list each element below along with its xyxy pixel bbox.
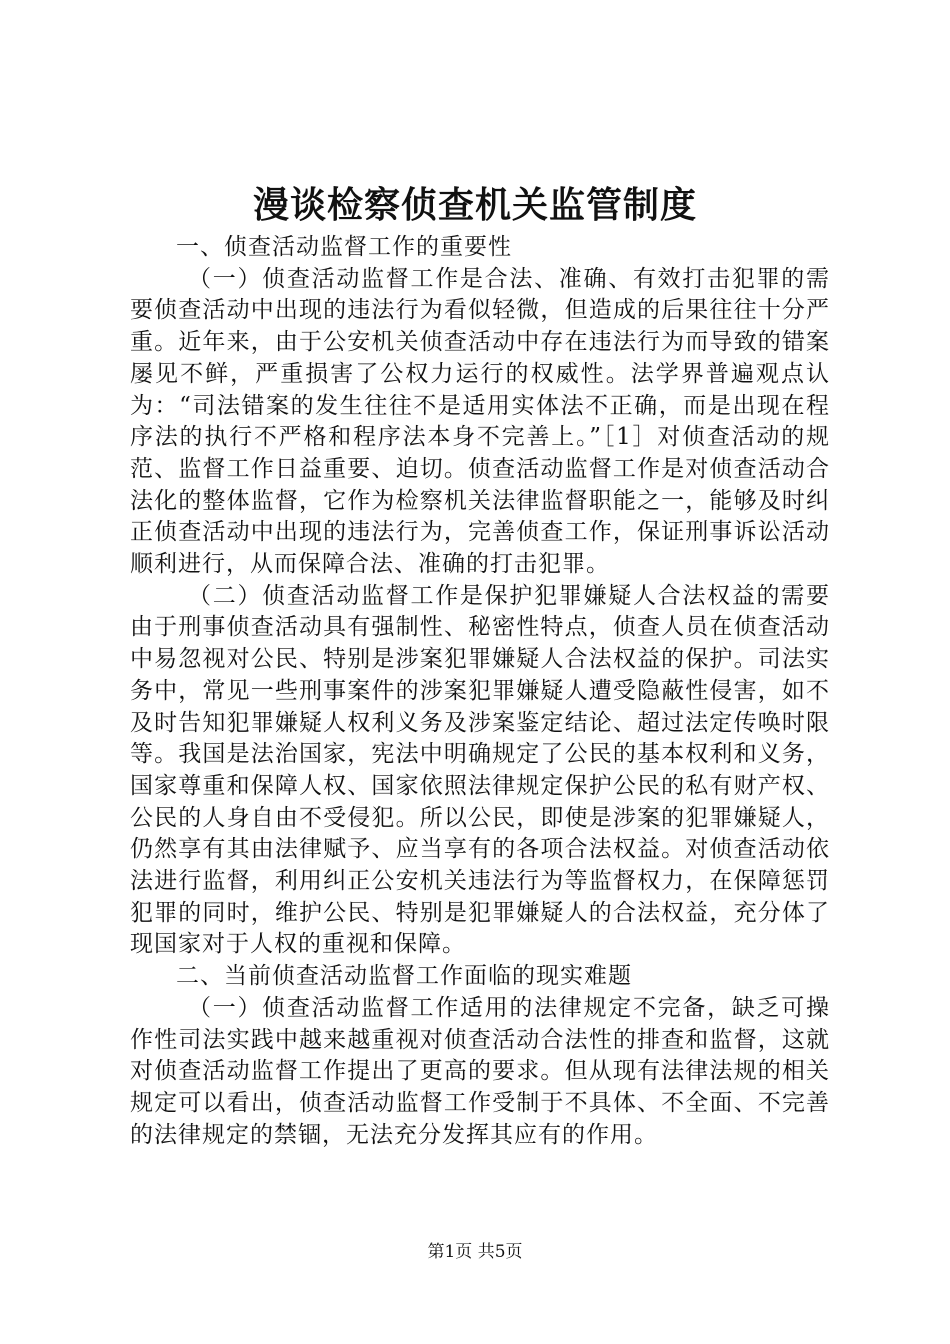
document-title: 漫谈检察侦查机关监管制度 [252,184,697,226]
body-paragraph: （一）侦查活动监督工作适用的法律规定不完备，缺乏可操作性司法实践中越来越重视对侦查活动合法性的排查和监督，这就对侦查活动监督工作提出了更高的要求。但从现有法律法规的相关规定可以看出，侦查活动监督工作受制于不具体、不全面、不完善的法律规定的禁锢，无法充分发挥其应有的作用。 [130,994,830,1148]
document-body [130,232,830,1151]
body-paragraph: （二）侦查活动监督工作是保护犯罪嫌疑人合法权益的需要由于刑事侦查活动具有强制性、秘密性特点，侦查人员在侦查活动中易忽视对公民、特别是涉案犯罪嫌疑人合法权益的保护。司法实务中，常见一些刑事案件的涉案犯罪嫌疑人遭受隐蔽性侵害，如不及时告知犯罪嫌疑人权利义务及涉案鉴定结论、超过法定传唤时限等。我国是法治国家，宪法中明确规定了公民的基本权利和义务，国家尊重和保障人权、国家依照法律规定保护公民的私有财产权、公民的人身自由不受侵犯。所以公民，即使是涉案的犯罪嫌疑人，仍然享有其由法律赋予、应当享有的各项合法权益。对侦查活动依法进行监督，利用纠正公安机关违法行为等监督权力，在保障惩罚犯罪的同时，维护公民、特别是犯罪嫌疑人的合法权益，充分体了现国家对于人权的重视和保障。 [130,582,830,958]
section-heading: 二、当前侦查活动监督工作面临的现实难题 [176,963,632,990]
page-number-footer: 第1页 共5页 [427,1242,523,1262]
body-paragraph: （一）侦查活动监督工作是合法、准确、有效打击犯罪的需要侦查活动中出现的违法行为看似轻微，但造成的后果往往十分严重。近年来，由于公安机关侦查活动中存在违法行为而导致的错案屡见不鲜，严重损害了公权力运行的权威性。法学界普遍观点认为：“司法错案的发生往往不是适用实体法不正确，而是出现在程序法的执行不严格和程序法本身不完善上。”［1］对侦查活动的规范、监督工作日益重要、迫切。侦查活动监督工作是对侦查活动合法化的整体监督，它作为检察机关法律监督职能之一，能够及时纠正侦查活动中出现的违法行为，完善侦查工作，保证刑事诉讼活动顺利进行，从而保障合法、准确的打击犯罪。 [130,265,830,578]
section-heading: 一、侦查活动监督工作的重要性 [176,234,512,260]
